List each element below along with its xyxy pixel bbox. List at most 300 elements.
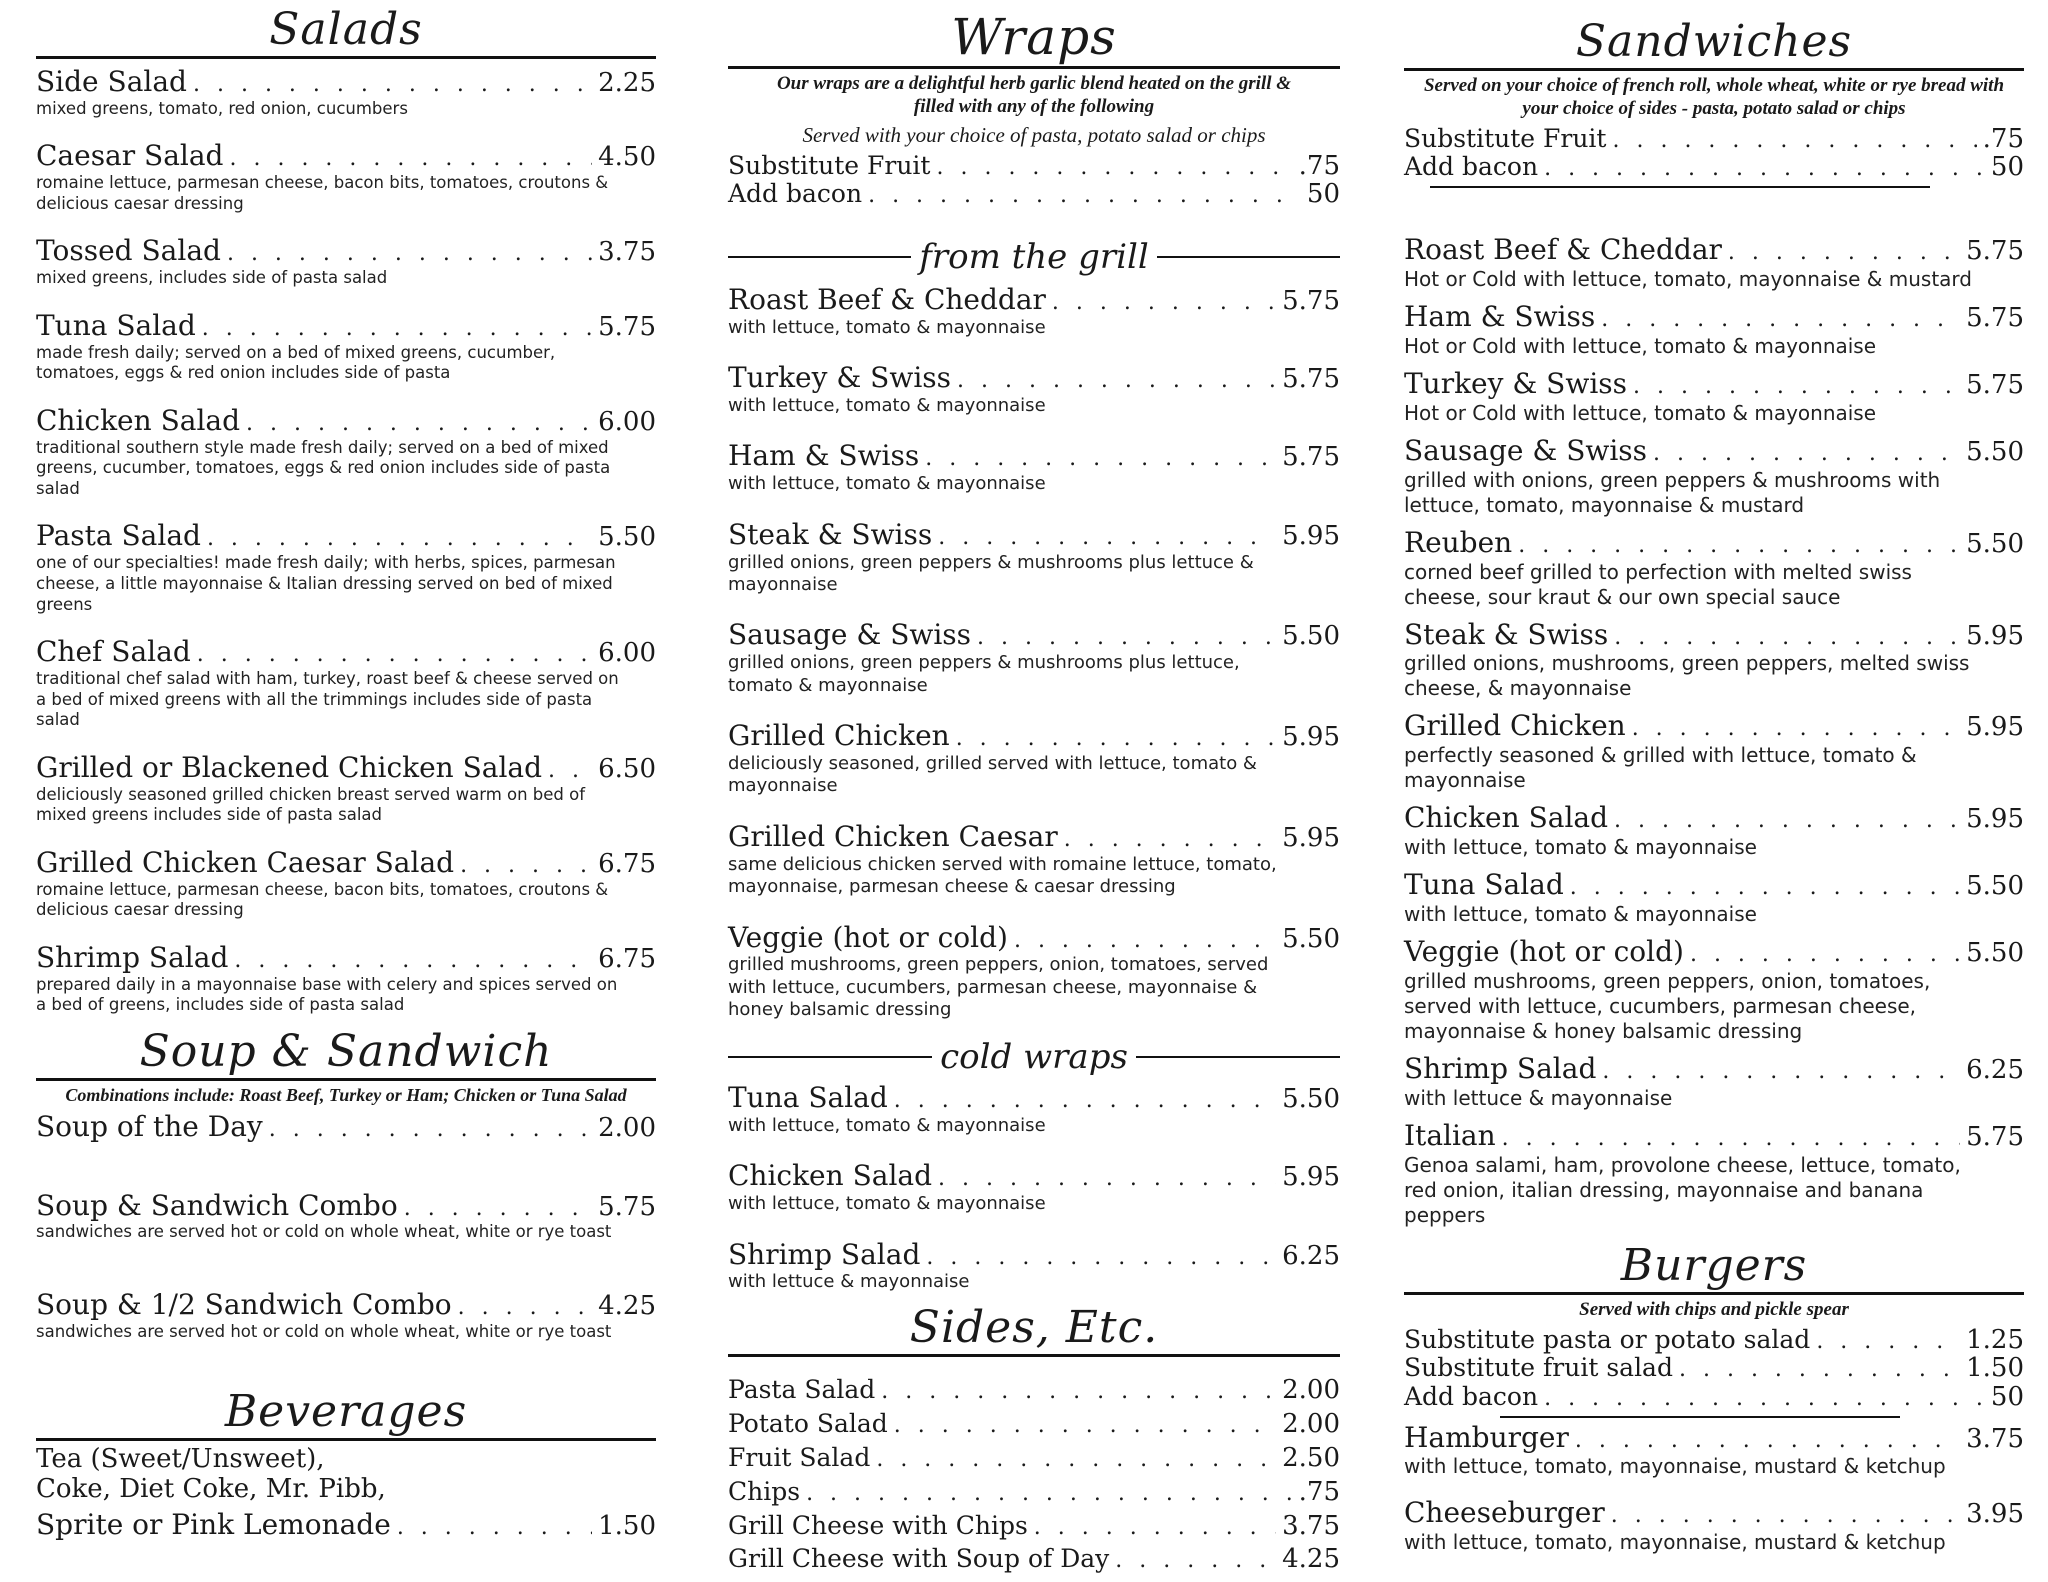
dot-leader bbox=[1612, 129, 1976, 153]
item-row bbox=[1404, 435, 2024, 468]
wraps-top bbox=[728, 8, 1340, 210]
item-price: 4.50 bbox=[598, 142, 656, 173]
menu-item bbox=[728, 1239, 1340, 1294]
item-description: made fresh daily; served on a bed of mixed greens, cucumber, tomatoes, eggs & red onion includes side of pasta bbox=[36, 342, 556, 383]
item-price: 5.75 bbox=[1282, 364, 1340, 395]
dot-leader bbox=[938, 1166, 1276, 1191]
item-price: .75 bbox=[1982, 123, 2024, 154]
item-price: 5.95 bbox=[1282, 520, 1340, 551]
item-price: 6.75 bbox=[598, 943, 656, 974]
item-name: Soup & Sandwich Combo bbox=[36, 1188, 398, 1222]
item-name: Add bacon bbox=[1404, 152, 1539, 182]
item-row bbox=[36, 752, 656, 785]
item-row bbox=[36, 1190, 656, 1223]
menu-item bbox=[728, 1082, 1340, 1137]
item-row bbox=[1404, 1053, 2024, 1086]
item-price: 6.00 bbox=[598, 638, 656, 669]
dot-leader bbox=[269, 1117, 592, 1142]
item-name: Substitute Fruit bbox=[1404, 123, 1607, 153]
item-row bbox=[728, 519, 1340, 552]
item-row bbox=[36, 847, 656, 880]
sandwiches-extras bbox=[1404, 125, 2024, 182]
item-price: 3.75 bbox=[598, 237, 656, 268]
menu-item bbox=[36, 1289, 656, 1343]
item-row bbox=[1404, 301, 2024, 334]
menu-item bbox=[36, 1190, 656, 1244]
item-name: Roast Beef & Cheddar bbox=[728, 283, 1046, 316]
wraps-served: Served with your choice of pasta, potato salad or chips bbox=[802, 122, 1266, 147]
dot-leader bbox=[926, 1245, 1276, 1270]
dot-leader bbox=[460, 853, 592, 878]
item-row bbox=[36, 942, 656, 975]
menu-item bbox=[36, 636, 656, 731]
item-row bbox=[728, 1478, 1340, 1507]
menu-item bbox=[1404, 153, 2024, 182]
sandwiches-intro: Served on your choice of french roll, whole wheat, white or rye bread with your choice of sides - pasta, potato salad or chips bbox=[1423, 75, 2005, 119]
item-row bbox=[1404, 619, 2024, 652]
burgers-extras bbox=[1404, 1326, 2024, 1412]
item-description: deliciously seasoned, grilled served with lettuce, tomato & mayonnaise bbox=[728, 752, 1257, 797]
item-description: mixed greens, includes side of pasta salad bbox=[36, 268, 388, 288]
menu-item bbox=[1404, 368, 2024, 426]
item-price: 3.95 bbox=[1966, 1499, 2024, 1530]
dot-leader bbox=[1679, 1358, 1960, 1382]
item-name: Grilled or Blackened Chicken Salad bbox=[36, 750, 543, 784]
beverage-line: Tea (Sweet/Unsweet), bbox=[36, 1444, 325, 1474]
sandwiches-top bbox=[1404, 16, 2024, 188]
item-description: romaine lettuce, parmesan cheese, bacon bits, tomatoes, croutons & delicious caesar dressing bbox=[36, 173, 609, 213]
menu-item bbox=[36, 235, 656, 289]
dot-leader bbox=[207, 526, 592, 551]
item-description: with lettuce, tomato & mayonnaise bbox=[728, 316, 1046, 338]
item-price: 2.00 bbox=[598, 1112, 656, 1143]
item-row bbox=[728, 1239, 1340, 1272]
dot-leader bbox=[1632, 716, 1960, 741]
item-name: Sausage & Swiss bbox=[1404, 433, 1648, 467]
menu-item bbox=[728, 1410, 1340, 1439]
menu-item bbox=[728, 180, 1340, 209]
salads-list bbox=[36, 66, 656, 1016]
item-price: 1.50 bbox=[598, 1510, 656, 1541]
item-row bbox=[1404, 710, 2024, 743]
item-price: 5.75 bbox=[1966, 369, 2024, 400]
item-description: with lettuce, tomato & mayonnaise bbox=[728, 473, 1046, 495]
menu-item bbox=[728, 284, 1340, 339]
item-row bbox=[1404, 1354, 2024, 1383]
item-row bbox=[728, 720, 1340, 753]
item-name: Chef Salad bbox=[36, 635, 191, 669]
dot-leader bbox=[229, 146, 592, 171]
section-title: Soup & Sandwich bbox=[36, 1030, 656, 1081]
item-price: 1.50 bbox=[1966, 1353, 2024, 1384]
item-name: Tuna Salad bbox=[1404, 868, 1564, 902]
item-price: 5.50 bbox=[1966, 871, 2024, 902]
item-description: romaine lettuce, parmesan cheese, bacon bits, tomatoes, croutons & delicious caesar dressing bbox=[36, 879, 609, 920]
menu-item bbox=[728, 1545, 1340, 1574]
item-name: Substitute Fruit bbox=[728, 150, 931, 180]
item-name: Chips bbox=[728, 1476, 801, 1506]
dot-leader bbox=[458, 1295, 592, 1320]
item-name: Turkey & Swiss bbox=[728, 361, 952, 395]
dot-leader bbox=[227, 241, 592, 266]
item-name: Italian bbox=[1404, 1118, 1496, 1152]
item-row bbox=[728, 1545, 1340, 1574]
item-row bbox=[728, 1512, 1340, 1541]
item-description: perfectly seasoned & grilled with lettuce, tomato & mayonnaise bbox=[1404, 743, 1917, 793]
menu-item bbox=[1404, 301, 2024, 359]
sides-header bbox=[728, 1302, 1340, 1357]
item-row bbox=[1404, 234, 2024, 267]
dot-leader bbox=[1544, 1387, 1985, 1411]
item-price: 6.25 bbox=[1966, 1055, 2024, 1086]
item-description: with lettuce, tomato, mayonnaise, mustard & ketchup bbox=[1404, 1454, 1946, 1479]
item-row bbox=[1404, 1383, 2024, 1412]
item-name: Grill Cheese with Chips bbox=[728, 1510, 1028, 1540]
dot-leader bbox=[936, 156, 1292, 180]
item-name: Pasta Salad bbox=[36, 519, 201, 553]
sides-list bbox=[728, 1376, 1340, 1574]
item-description: corned beef grilled to perfection with melted swiss cheese, sour kraut & our own special sauce bbox=[1404, 559, 1912, 609]
menu-item bbox=[1404, 802, 2024, 860]
dot-leader bbox=[1614, 808, 1960, 833]
item-price: 5.50 bbox=[598, 522, 656, 553]
item-description: grilled onions, mushrooms, green peppers, melted swiss cheese, & mayonnaise bbox=[1404, 651, 1970, 701]
item-row bbox=[1404, 153, 2024, 182]
item-row bbox=[728, 1376, 1340, 1405]
section-title: Wraps bbox=[728, 12, 1340, 69]
item-row bbox=[728, 152, 1340, 181]
item-name: Steak & Swiss bbox=[1404, 617, 1609, 651]
item-description: grilled mushrooms, green peppers, onion, tomatoes, served with lettuce, cucumbers, parmesan cheese, mayonnaise & honey balsamic dressing bbox=[1404, 969, 1931, 1044]
item-row bbox=[36, 520, 656, 553]
menu-item bbox=[1404, 125, 2024, 154]
dot-leader bbox=[1653, 441, 1960, 466]
item-name: Ham & Swiss bbox=[728, 439, 920, 473]
menu-item bbox=[36, 847, 656, 921]
menu-item bbox=[1404, 435, 2024, 518]
item-row bbox=[1404, 936, 2024, 969]
item-description: Hot or Cold with lettuce, tomato & mayonnaise bbox=[1404, 400, 1877, 425]
menu-item bbox=[1404, 1422, 2024, 1480]
item-row bbox=[36, 1111, 656, 1144]
menu-item bbox=[728, 152, 1340, 181]
item-name: Tuna Salad bbox=[728, 1081, 888, 1114]
item-name: Chicken Salad bbox=[728, 1159, 933, 1193]
item-row bbox=[1404, 1326, 2024, 1355]
item-row bbox=[36, 636, 656, 669]
item-row bbox=[36, 310, 656, 343]
item-row bbox=[36, 140, 656, 173]
menu-item bbox=[1404, 619, 2024, 702]
item-name: Fruit Salad bbox=[728, 1442, 871, 1472]
item-price: 5.75 bbox=[598, 311, 656, 342]
section-title: Burgers bbox=[1404, 1244, 2024, 1295]
item-row bbox=[728, 619, 1340, 652]
soup-list bbox=[36, 1111, 656, 1343]
menu-item bbox=[1404, 1383, 2024, 1412]
item-price: 5.50 bbox=[1282, 1084, 1340, 1114]
item-name: Substitute fruit salad bbox=[1404, 1353, 1673, 1383]
dot-leader bbox=[246, 411, 592, 436]
beverages-list bbox=[36, 1445, 656, 1505]
item-description: sandwiches are served hot or cold on whole wheat, white or rye toast bbox=[36, 1222, 612, 1242]
item-row bbox=[728, 922, 1340, 955]
item-description: prepared daily in a mayonnaise base with celery and spices served on a bed of greens, includes side of pasta salad bbox=[36, 974, 618, 1015]
item-description: grilled onions, green peppers & mushrooms plus lettuce, tomato & mayonnaise bbox=[728, 652, 1240, 696]
dot-leader bbox=[1014, 928, 1276, 953]
dot-leader bbox=[957, 368, 1276, 393]
item-price: 3.75 bbox=[1966, 1423, 2024, 1454]
item-price: 2.25 bbox=[598, 68, 656, 98]
grill-wraps-list bbox=[728, 284, 1340, 1022]
item-row bbox=[728, 1410, 1340, 1439]
dot-leader bbox=[806, 1482, 1293, 1506]
item-row bbox=[728, 180, 1340, 209]
item-name: Grilled Chicken bbox=[1404, 709, 1626, 743]
wraps-extras bbox=[728, 152, 1340, 209]
menu-item bbox=[1404, 1053, 2024, 1111]
divider bbox=[1500, 1416, 1900, 1418]
soup-section bbox=[36, 1026, 656, 1343]
dot-leader bbox=[1575, 1428, 1960, 1453]
item-row bbox=[1404, 1120, 2024, 1153]
item-description: grilled mushrooms, green peppers, onion, tomatoes, served with lettuce, cucumbers, parmesan cheese, mayonnaise & honey balsamic dressing bbox=[728, 954, 1269, 1021]
item-price: 6.25 bbox=[1282, 1240, 1340, 1271]
item-description: with lettuce & mayonnaise bbox=[1404, 1085, 1673, 1110]
menu-item bbox=[728, 922, 1340, 1022]
item-name: Roast Beef & Cheddar bbox=[1404, 233, 1722, 266]
dot-leader bbox=[881, 1380, 1276, 1404]
beverage-line: Coke, Diet Coke, Mr. Pibb, bbox=[36, 1473, 386, 1504]
item-price: 50 bbox=[1990, 1381, 2024, 1412]
item-name: Tuna Salad bbox=[36, 308, 196, 342]
item-price: 5.75 bbox=[1966, 302, 2024, 333]
item-name: Shrimp Salad bbox=[728, 1237, 921, 1271]
cold-wraps-list bbox=[728, 1082, 1340, 1294]
dot-leader bbox=[1502, 1126, 1960, 1151]
menu-item bbox=[728, 1512, 1340, 1541]
item-price: 5.50 bbox=[1966, 528, 2024, 559]
item-row bbox=[36, 66, 656, 99]
item-description: deliciously seasoned grilled chicken breast served warm on bed of mixed greens includes side of pasta salad bbox=[36, 784, 586, 825]
menu-item bbox=[728, 1444, 1340, 1473]
menu-item bbox=[1404, 1120, 2024, 1228]
item-name: Add bacon bbox=[1404, 1381, 1539, 1411]
dot-leader bbox=[202, 316, 592, 341]
menu-item bbox=[1404, 234, 2024, 292]
burgers-note: Served with chips and pickle spear bbox=[1579, 1299, 1849, 1320]
item-row bbox=[36, 235, 656, 268]
item-description: with lettuce, tomato & mayonnaise bbox=[728, 1114, 1046, 1136]
item-row bbox=[1404, 527, 2024, 560]
item-description: Hot or Cold with lettuce, tomato, mayonnaise & mustard bbox=[1404, 266, 1972, 291]
dot-leader bbox=[1115, 1549, 1276, 1573]
dot-leader bbox=[956, 726, 1276, 751]
dot-leader bbox=[925, 446, 1276, 471]
item-description: grilled onions, green peppers & mushrooms plus lettuce & mayonnaise bbox=[728, 551, 1254, 596]
item-name: Ham & Swiss bbox=[1404, 299, 1596, 333]
dot-leader bbox=[193, 72, 592, 97]
item-price: 2.50 bbox=[1282, 1442, 1340, 1473]
item-name: Veggie (hot or cold) bbox=[1404, 935, 1684, 969]
beverages-price bbox=[36, 1509, 656, 1542]
item-price: 5.95 bbox=[1282, 1162, 1340, 1193]
item-description: grilled with onions, green peppers & mushrooms with lettuce, tomato, mayonnaise & mustard bbox=[1404, 467, 1941, 517]
item-description: with lettuce & mayonnaise bbox=[728, 1271, 970, 1293]
item-name: Chicken Salad bbox=[1404, 801, 1609, 835]
dot-leader bbox=[1633, 374, 1960, 399]
menu-item bbox=[728, 519, 1340, 597]
menu-item bbox=[1404, 869, 2024, 927]
item-description: mixed greens, tomato, red onion, cucumbers bbox=[36, 98, 408, 118]
item-name: Soup of the Day bbox=[36, 1109, 263, 1143]
menu-item bbox=[728, 1478, 1340, 1507]
item-price: 1.25 bbox=[1966, 1324, 2024, 1355]
item-name: Shrimp Salad bbox=[36, 940, 229, 974]
wraps-intro: Our wraps are a delightful herb garlic blend heated on the grill & filled with any of the following bbox=[776, 73, 1292, 117]
dot-leader bbox=[938, 525, 1276, 550]
menu-item bbox=[36, 66, 656, 120]
dot-leader bbox=[1602, 1059, 1960, 1084]
dot-leader bbox=[1544, 157, 1985, 181]
item-price: 5.75 bbox=[598, 1191, 656, 1222]
menu-item bbox=[1404, 1497, 2024, 1555]
item-description: with lettuce, tomato & mayonnaise bbox=[1404, 902, 1757, 927]
menu-item bbox=[1404, 936, 2024, 1044]
item-description: Genoa salami, ham, provolone cheese, lettuce, tomato, red onion, italian dressing, mayonnaise and banana peppers bbox=[1404, 1152, 1961, 1227]
menu-item bbox=[36, 310, 656, 384]
item-description: Hot or Cold with lettuce, tomato & mayonnaise bbox=[1404, 333, 1877, 358]
item-price: 6.75 bbox=[598, 848, 656, 879]
sandwiches-list bbox=[1404, 234, 2024, 1228]
item-row bbox=[1404, 869, 2024, 902]
dot-leader bbox=[404, 1196, 592, 1221]
item-price: 4.25 bbox=[1282, 1544, 1340, 1575]
menu-item bbox=[728, 1160, 1340, 1215]
item-description: with lettuce, tomato & mayonnaise bbox=[728, 395, 1046, 417]
dot-leader bbox=[868, 184, 1301, 208]
item-name: Turkey & Swiss bbox=[1404, 366, 1628, 400]
item-row bbox=[1404, 125, 2024, 154]
menu-item bbox=[36, 405, 656, 500]
menu-item bbox=[728, 440, 1340, 495]
item-name: Hamburger bbox=[1404, 1420, 1569, 1454]
section-title: Beverages bbox=[36, 1390, 656, 1441]
item-name: Cheeseburger bbox=[1404, 1496, 1605, 1530]
item-name: Veggie (hot or cold) bbox=[728, 920, 1008, 954]
item-price: 5.75 bbox=[1966, 236, 2024, 266]
item-name: Grilled Chicken Caesar Salad bbox=[36, 845, 455, 879]
menu-item bbox=[1404, 1354, 2024, 1383]
item-row bbox=[728, 440, 1340, 473]
item-price: 5.75 bbox=[1282, 442, 1340, 473]
menu-item bbox=[1404, 527, 2024, 610]
item-name: Sprite or Pink Lemonade bbox=[36, 1507, 391, 1541]
dot-leader bbox=[1816, 1330, 1960, 1354]
item-price: 4.25 bbox=[598, 1291, 656, 1322]
menu-item bbox=[36, 520, 656, 615]
item-name: Steak & Swiss bbox=[728, 517, 933, 551]
item-price: 6.50 bbox=[598, 753, 656, 784]
salads-header bbox=[36, 4, 656, 59]
dot-leader bbox=[1064, 827, 1276, 852]
menu-item bbox=[1404, 710, 2024, 793]
menu-item bbox=[728, 821, 1340, 899]
item-description: with lettuce, tomato & mayonnaise bbox=[1404, 835, 1757, 860]
dot-leader bbox=[1052, 290, 1276, 315]
dot-leader bbox=[1034, 1516, 1276, 1540]
item-price: 5.95 bbox=[1282, 822, 1340, 853]
from-the-grill-header bbox=[728, 237, 1340, 277]
subsection-title: cold wraps bbox=[940, 1037, 1128, 1077]
menu-item bbox=[36, 752, 656, 826]
dot-leader bbox=[548, 758, 592, 783]
menu-item bbox=[728, 362, 1340, 417]
item-name: Shrimp Salad bbox=[1404, 1052, 1597, 1086]
menu-item bbox=[36, 1111, 656, 1144]
dot-leader bbox=[197, 642, 592, 667]
item-description: one of our specialties! made fresh daily; with herbs, spices, parmesan cheese, a little mayonnaise & Italian dressing served on bed of mixed greens bbox=[36, 553, 616, 614]
item-price: 5.50 bbox=[1966, 938, 2024, 969]
item-name: Chicken Salad bbox=[36, 403, 241, 437]
item-row bbox=[728, 284, 1340, 317]
item-price: .75 bbox=[1298, 1476, 1340, 1507]
item-description: with lettuce, tomato & mayonnaise bbox=[728, 1193, 1046, 1215]
burgers-list bbox=[1404, 1422, 2024, 1556]
item-price: 6.00 bbox=[598, 406, 656, 437]
burgers-top bbox=[1404, 1240, 2024, 1555]
item-price: 2.00 bbox=[1282, 1408, 1340, 1439]
item-name: Add bacon bbox=[728, 179, 863, 209]
item-row bbox=[728, 1160, 1340, 1193]
section-title: Sides, Etc. bbox=[728, 1306, 1340, 1357]
dot-leader bbox=[894, 1088, 1276, 1113]
item-row bbox=[728, 821, 1340, 854]
item-description: with lettuce, tomato, mayonnaise, mustard & ketchup bbox=[1404, 1530, 1946, 1555]
item-price: 5.95 bbox=[1966, 620, 2024, 651]
item-description: traditional chef salad with ham, turkey, roast beef & cheese served on a bed of mixed greens with all the trimmings includes side of pasta salad bbox=[36, 668, 619, 730]
soup-note: Combinations include: Roast Beef, Turkey or Ham; Chicken or Tuna Salad bbox=[65, 1085, 627, 1105]
menu-item bbox=[36, 1509, 656, 1542]
item-name: Side Salad bbox=[36, 65, 187, 98]
dot-leader bbox=[977, 625, 1276, 650]
item-row bbox=[36, 1289, 656, 1322]
item-row bbox=[1404, 802, 2024, 835]
item-row bbox=[728, 362, 1340, 395]
item-name: Sausage & Swiss bbox=[728, 618, 972, 652]
menu-item bbox=[728, 720, 1340, 798]
menu-item bbox=[728, 1376, 1340, 1405]
item-name: Grill Cheese with Soup of Day bbox=[728, 1544, 1110, 1574]
item-price: 50 bbox=[1306, 179, 1340, 210]
subsection-title: from the grill bbox=[919, 237, 1149, 277]
item-row bbox=[728, 1082, 1340, 1115]
dot-leader bbox=[1728, 240, 1960, 265]
dot-leader bbox=[1614, 625, 1960, 650]
item-name: Grilled Chicken Caesar bbox=[728, 819, 1058, 853]
item-price: 5.95 bbox=[1282, 722, 1340, 753]
item-price: 5.50 bbox=[1282, 621, 1340, 652]
item-price: 2.00 bbox=[1282, 1375, 1340, 1405]
item-row bbox=[1404, 368, 2024, 401]
item-name: Reuben bbox=[1404, 525, 1513, 559]
dot-leader bbox=[894, 1414, 1276, 1438]
item-name: Grilled Chicken bbox=[728, 719, 950, 753]
menu-item bbox=[36, 942, 656, 1016]
section-title: Sandwiches bbox=[1404, 20, 2024, 71]
menu-item bbox=[728, 619, 1340, 697]
menu-item bbox=[36, 140, 656, 214]
